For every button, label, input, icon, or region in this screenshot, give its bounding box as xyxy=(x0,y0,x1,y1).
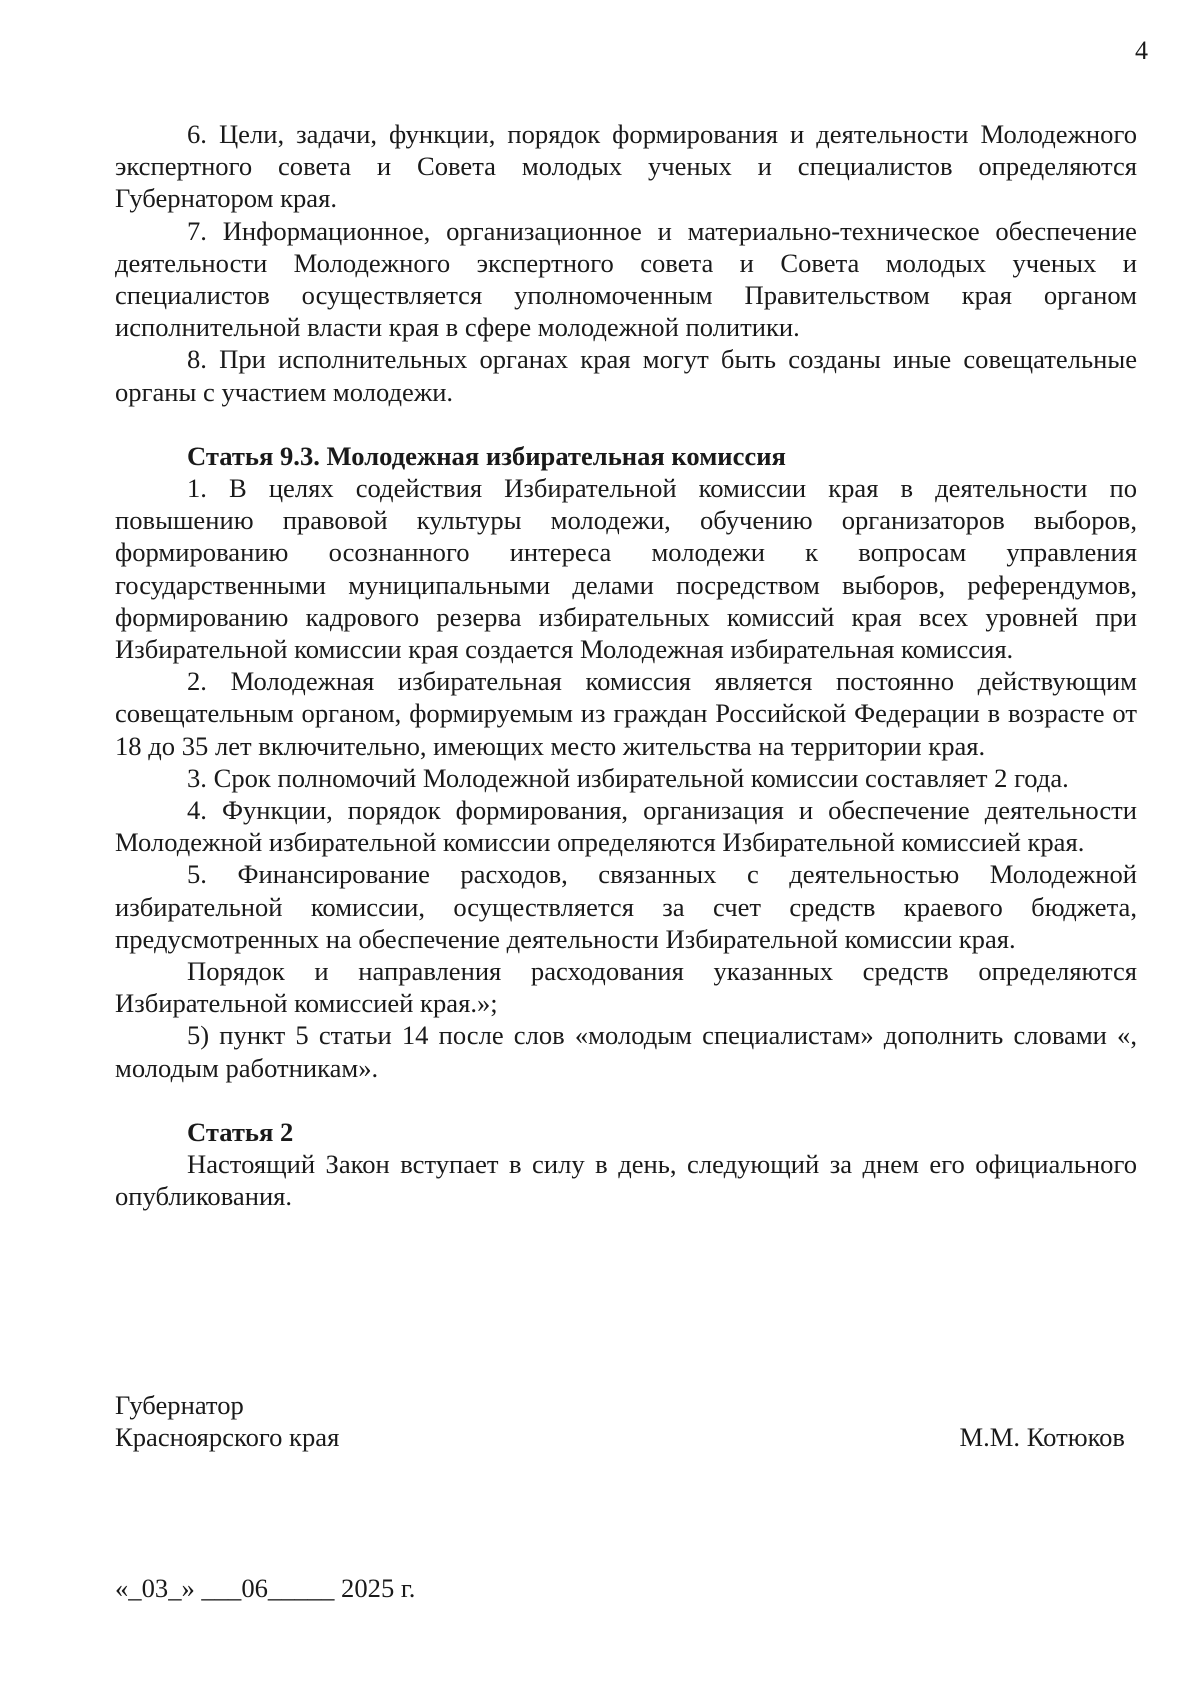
page-number: 4 xyxy=(1135,36,1148,65)
document-body xyxy=(115,118,1137,1213)
article-2-heading: Статья 2 xyxy=(187,1116,294,1147)
article-9-3-paragraph-2: 2. Молодежная избирательная комиссия является постоянно действующим совещательным органом, формируемым из граждан Российской Федерации в возрасте от 18 до 35 лет включительно, имеющих место жительства на территории края. xyxy=(115,666,1137,761)
article-9-3-paragraph-3: 3. Срок полномочий Молодежной избирательной комиссии составляет 2 года. xyxy=(187,762,1069,793)
paragraph-6: 6. Цели, задачи, функции, порядок формирования и деятельности Молодежного экспертного совета и Совета молодых ученых и специалистов определяются Губернатором края. xyxy=(115,119,1137,214)
paragraph-8: 8. При исполнительных органах края могут быть созданы иные совещательные органы с участием молодежи. xyxy=(115,344,1137,407)
article-9-3-paragraph-5: 5. Финансирование расходов, связанных с деятельностью Молодежной избирательной комиссии, осуществляется за счет средств краевого бюджета, предусмотренных на обеспечение деятельности Избирательной комиссии края. xyxy=(115,859,1137,954)
paragraph-7: 7. Информационное, организационное и материально-техническое обеспечение деятельности Молодежного экспертного совета и Совета молодых ученых и специалистов осуществляется уполномоченным Правительством края органом исполнительной власти края в сфере молодежной политики. xyxy=(115,215,1137,343)
signature-block xyxy=(115,1389,1125,1453)
signatory-position-line-2: Красноярского края xyxy=(115,1422,340,1453)
article-2-text: Настоящий Закон вступает в силу в день, следующий за днем его официального опубликования. xyxy=(115,1149,1137,1212)
article-9-3-paragraph-5-continued: Порядок и направления расходования указанных средств определяются Избирательной комиссией края.»; xyxy=(115,956,1137,1019)
article-9-3-heading: Статья 9.3. Молодежная избирательная комиссия xyxy=(187,440,786,471)
signing-date: «_03_» ___06_____ 2025 г. xyxy=(115,1573,416,1603)
signatory-position-line-1: Губернатор xyxy=(115,1390,244,1420)
amendment-item-5: 5) пункт 5 статьи 14 после слов «молодым специалистам» дополнить словами «, молодым работникам». xyxy=(115,1020,1137,1083)
signatory-name: М.М. Котюков xyxy=(959,1422,1125,1453)
article-9-3-paragraph-1: 1. В целях содействия Избирательной комиссии края в деятельности по повышению правовой культуры молодежи, обучению организаторов выборов, формированию осознанного интереса молодежи к вопросам управления государственными муниципальными делами посредством выборов, референдумов, формированию кадрового резерва избирательных комиссий края всех уровней при Избирательной комиссии края создается Молодежная избирательная комиссия. xyxy=(115,473,1137,665)
article-9-3-paragraph-4: 4. Функции, порядок формирования, организация и обеспечение деятельности Молодежной избирательной комиссии определяются Избирательной комиссией края. xyxy=(115,795,1137,858)
